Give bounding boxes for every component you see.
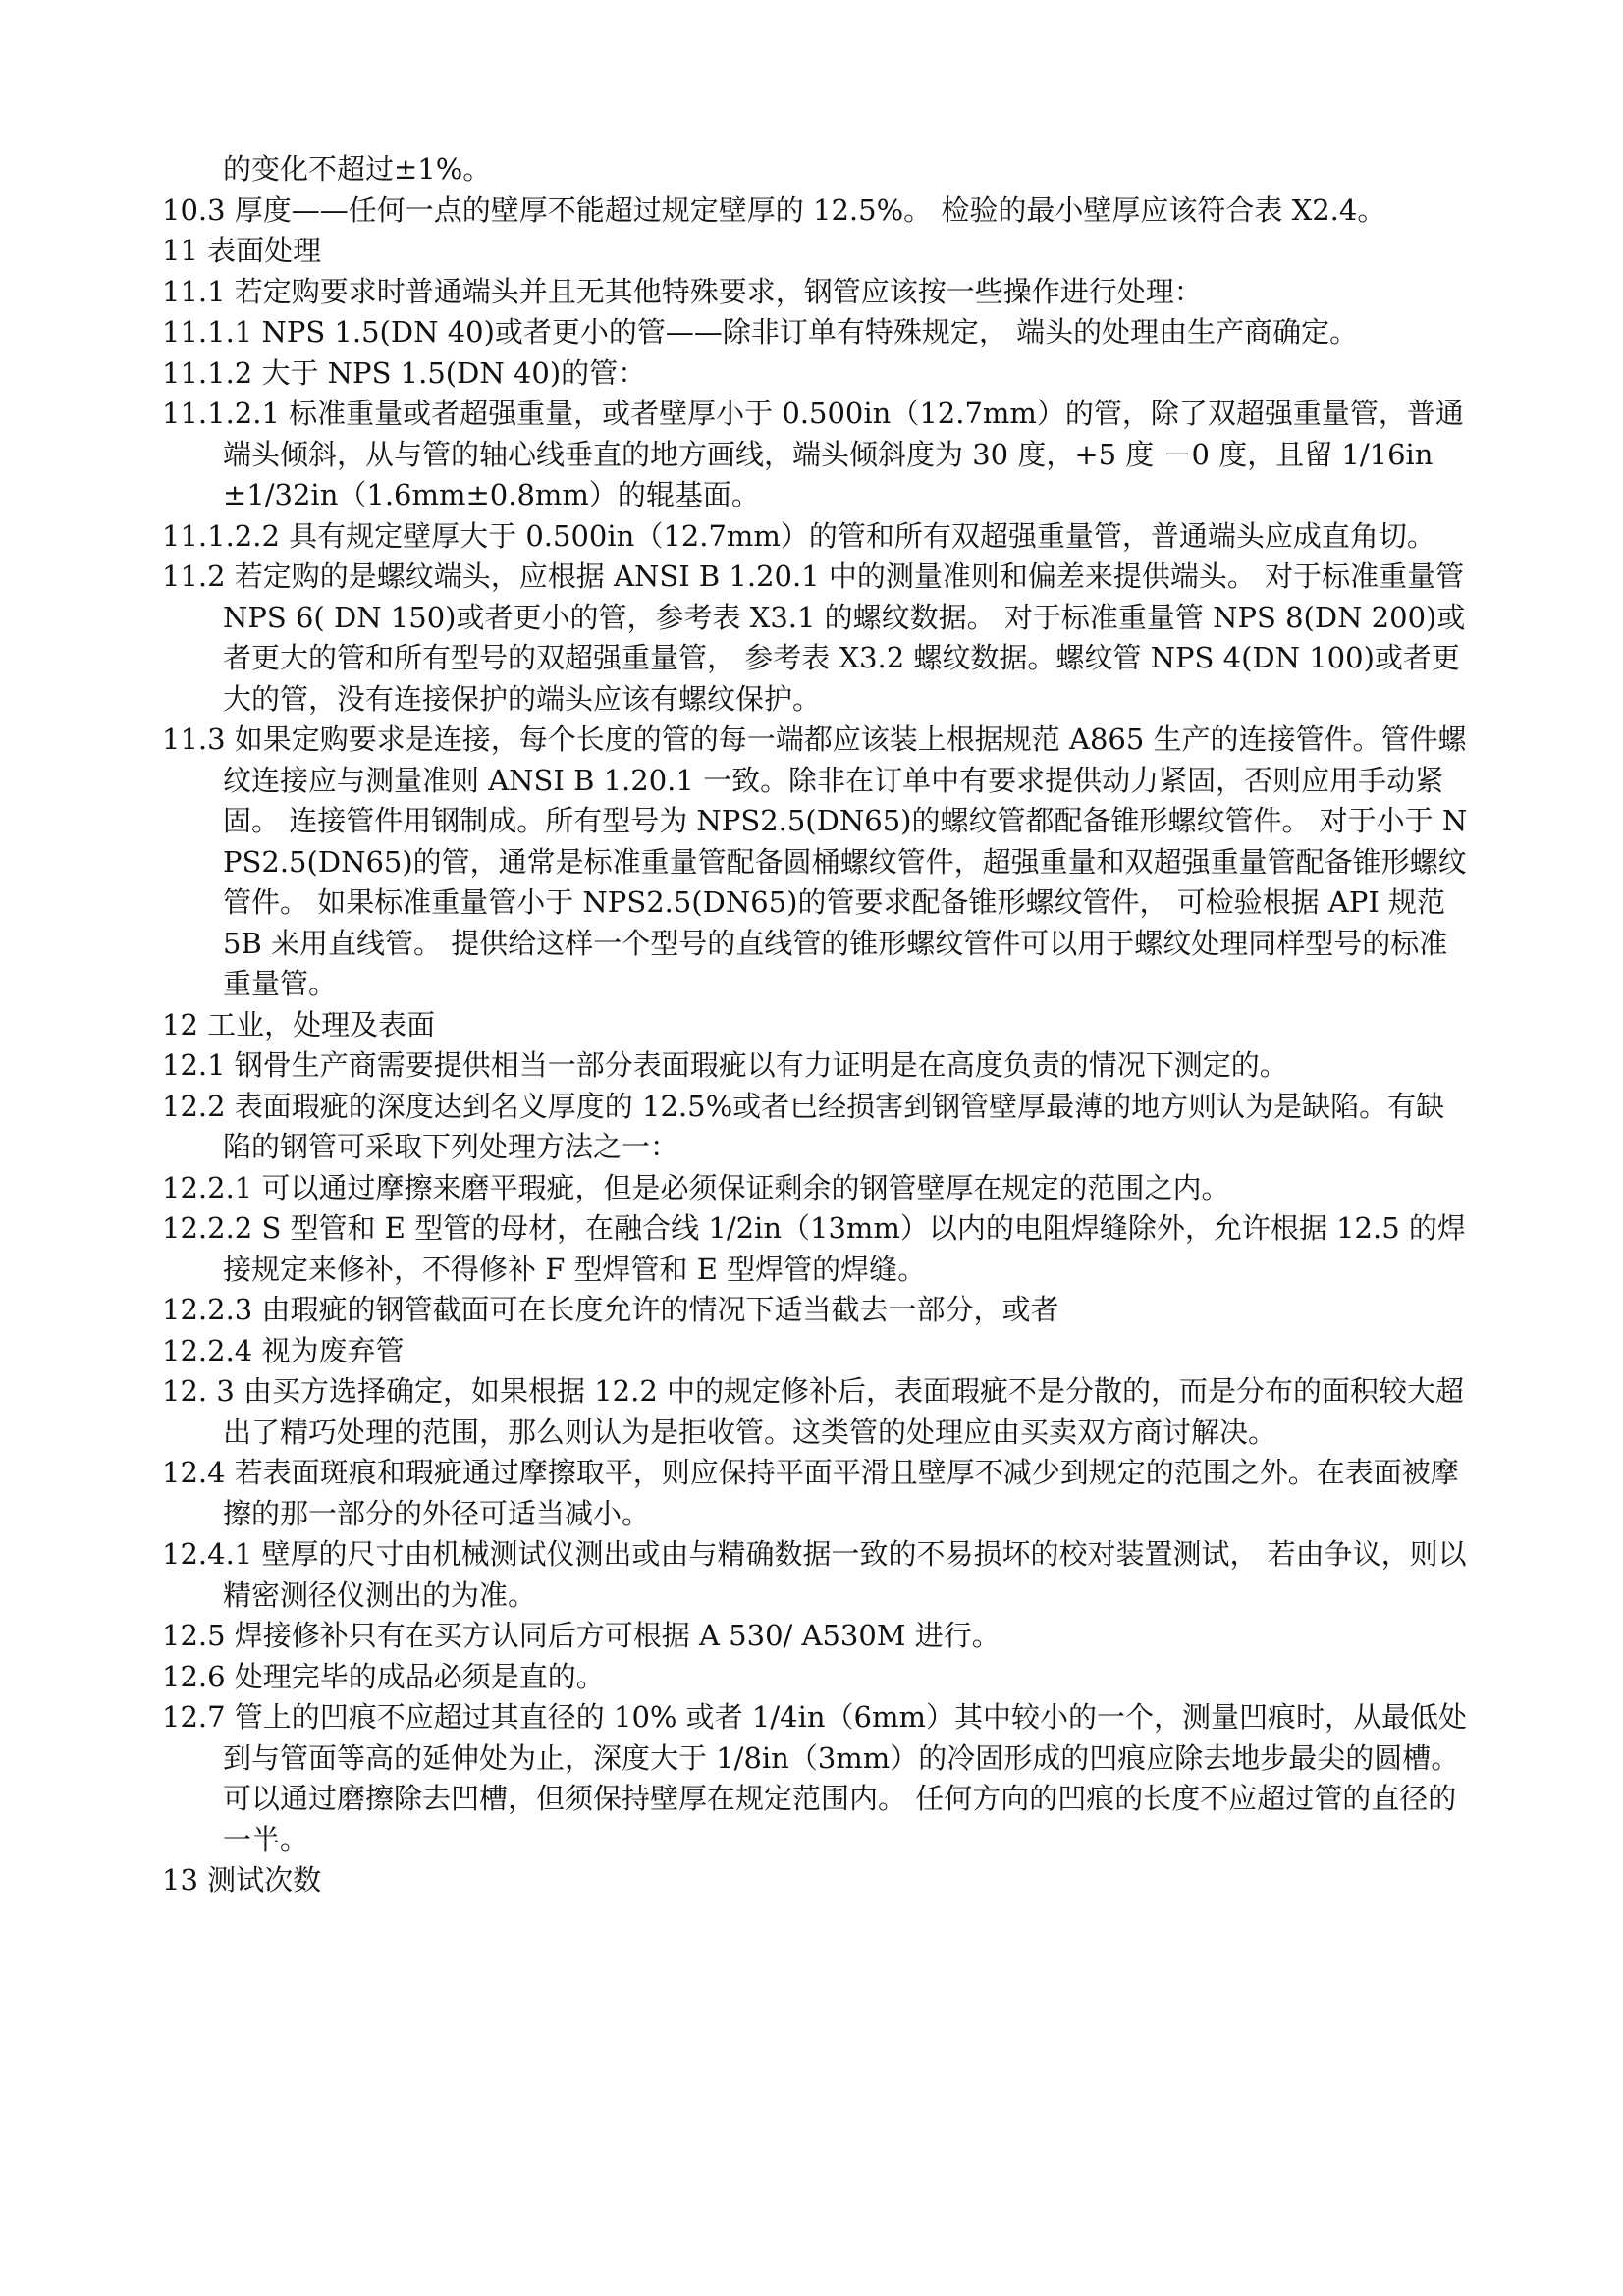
clause-11-2: 11.2 若定购的是螺纹端头，应根据 ANSI B 1.20.1 中的测量准则和偏差来提供端头。 对于标准重量管 NPS 6( DN 150)或者更小的管，参考表 X3.1 的螺纹数据。 对于标准重量管 NPS 8(DN 200)或者更大的管和所有型号的双超强重量管， 参考表 X3.2 螺纹数据。螺纹管 NPS 4(DN 100)或者更大的管，没有连接保护的端头应该有螺纹保护。 <box>162 560 1466 716</box>
clause-12-2-1: 12.2.1 可以通过摩擦来磨平瑕疵，但是必须保证剩余的钢管壁厚在规定的范围之内。 <box>162 1170 1230 1204</box>
clause-11-1: 11.1 若定购要求时普通端头并且无其他特殊要求，钢管应该按一些操作进行处理： <box>162 274 1203 308</box>
clause-12-3: 12. 3 由买方选择确定，如果根据 12.2 中的规定修补后，表面瑕疵不是分散的，而是分布的面积较大超出了精巧处理的范围，那么则认为是拒收管。这类管的处理应由买卖双方商讨解决。 <box>162 1374 1465 1449</box>
clause-12-5: 12.5 焊接修补只有在买方认同后方可根据 A 530/ A530M 进行。 <box>162 1619 1001 1652</box>
clause-12-2: 12.2 表面瑕疵的深度达到名义厚度的 12.5%或者已经损害到钢管壁厚最薄的地方则认为是缺陷。有缺陷的钢管可采取下列处理方法之一： <box>162 1089 1445 1163</box>
paragraph-continuation: 的变化不超过±1%。 <box>223 152 492 186</box>
clause-12-6: 12.6 处理完毕的成品必须是直的。 <box>162 1659 605 1693</box>
clause-12-2-2: 12.2.2 S 型管和 E 型管的母材，在融合线 1/2in（13mm）以内的电阻焊缝除外，允许根据 12.5 的焊接规定来修补，不得修补 F 型焊管和 E 型焊管的焊缝。 <box>162 1211 1466 1286</box>
clause-11-1-2-2: 11.1.2.2 具有规定壁厚大于 0.500in（12.7mm）的管和所有双超强重量管，普通端头应成直角切。 <box>162 518 1435 553</box>
clause-12-1: 12.1 钢骨生产商需要提供相当一部分表面瑕疵以有力证明是在高度负责的情况下测定的。 <box>162 1048 1288 1082</box>
clause-11-1-1: 11.1.1 NPS 1.5(DN 40)或者更小的管——除非订单有特殊规定， 端头的处理由生产商确定。 <box>162 315 1359 348</box>
clause-12-2-4: 12.2.4 视为废弃管 <box>162 1333 405 1367</box>
section-heading-13: 13 测试次数 <box>162 1863 322 1896</box>
clause-12-7: 12.7 管上的凹痕不应超过其直径的 10% 或者 1/4in（6mm）其中较小的一个，测量凹痕时，从最低处到与管面等高的延伸处为止，深度大于 1/8in（3mm）的冷固形成的凹痕应除去地步最尖的圆槽。 可以通过磨擦除去凹槽，但须保持壁厚在规定范围内。 任何方向的凹痕的长度不应超过管的直径的一半。 <box>162 1700 1467 1856</box>
document-body <box>162 149 1468 1901</box>
clause-12-4: 12.4 若表面斑痕和瑕疵通过摩擦取平，则应保持平面平滑且壁厚不减少到规定的范围之外。在表面被摩擦的那一部分的外径可适当减小。 <box>162 1456 1459 1530</box>
clause-12-2-3: 12.2.3 由瑕疵的钢管截面可在长度允许的情况下适当截去一部分，或者 <box>162 1293 1059 1326</box>
clause-11-1-2: 11.1.2 大于 NPS 1.5(DN 40)的管： <box>162 355 647 390</box>
section-heading-11: 11 表面处理 <box>162 234 322 267</box>
clause-11-3: 11.3 如果定购要求是连接，每个长度的管的每一端都应该装上根据规范 A865 生产的连接管件。管件螺纹连接应与测量准则 ANSI B 1.20.1 一致。除非在订单中有要求提供动力紧固，否则应用手动紧固。 连接管件用钢制成。所有型号为 NPS2.5(DN65)的螺纹管都配备锥形螺纹管件。 对于小于 NPS2.5(DN65)的管，通常是标准重量管配备圆桶螺纹管件，超强重量和双超强重量管配备锥形螺纹管件。 如果标准重量管小于 NPS2.5(DN65)的管要求配备锥形螺纹管件， 可检验根据 API 规范 5B 来用直线管。 提供给这样一个型号的直线管的锥形螺纹管件可以用于螺纹处理同样型号的标准重量管。 <box>162 722 1468 1000</box>
section-heading-12: 12 工业，处理及表面 <box>162 1007 436 1041</box>
clause-12-4-1: 12.4.1 壁厚的尺寸由机械测试仪测出或由与精确数据一致的不易损坏的校对装置测试， 若由争议，则以精密测径仪测出的为准。 <box>162 1537 1467 1612</box>
clause-11-1-2-1: 11.1.2.1 标准重量或者超强重量，或者壁厚小于 0.500in（12.7mm）的管，除了双超强重量管，普通端头倾斜，从与管的轴心线垂直的地方画线，端头倾斜度为 30 度，+5 度 －0 度，且留 1/16in±1/32in（1.6mm±0.8mm）的辊基面。 <box>162 397 1464 511</box>
clause-10-3: 10.3 厚度——任何一点的壁厚不能超过规定壁厚的 12.5%。 检验的最小壁厚应该符合表 X2.4。 <box>162 192 1386 227</box>
